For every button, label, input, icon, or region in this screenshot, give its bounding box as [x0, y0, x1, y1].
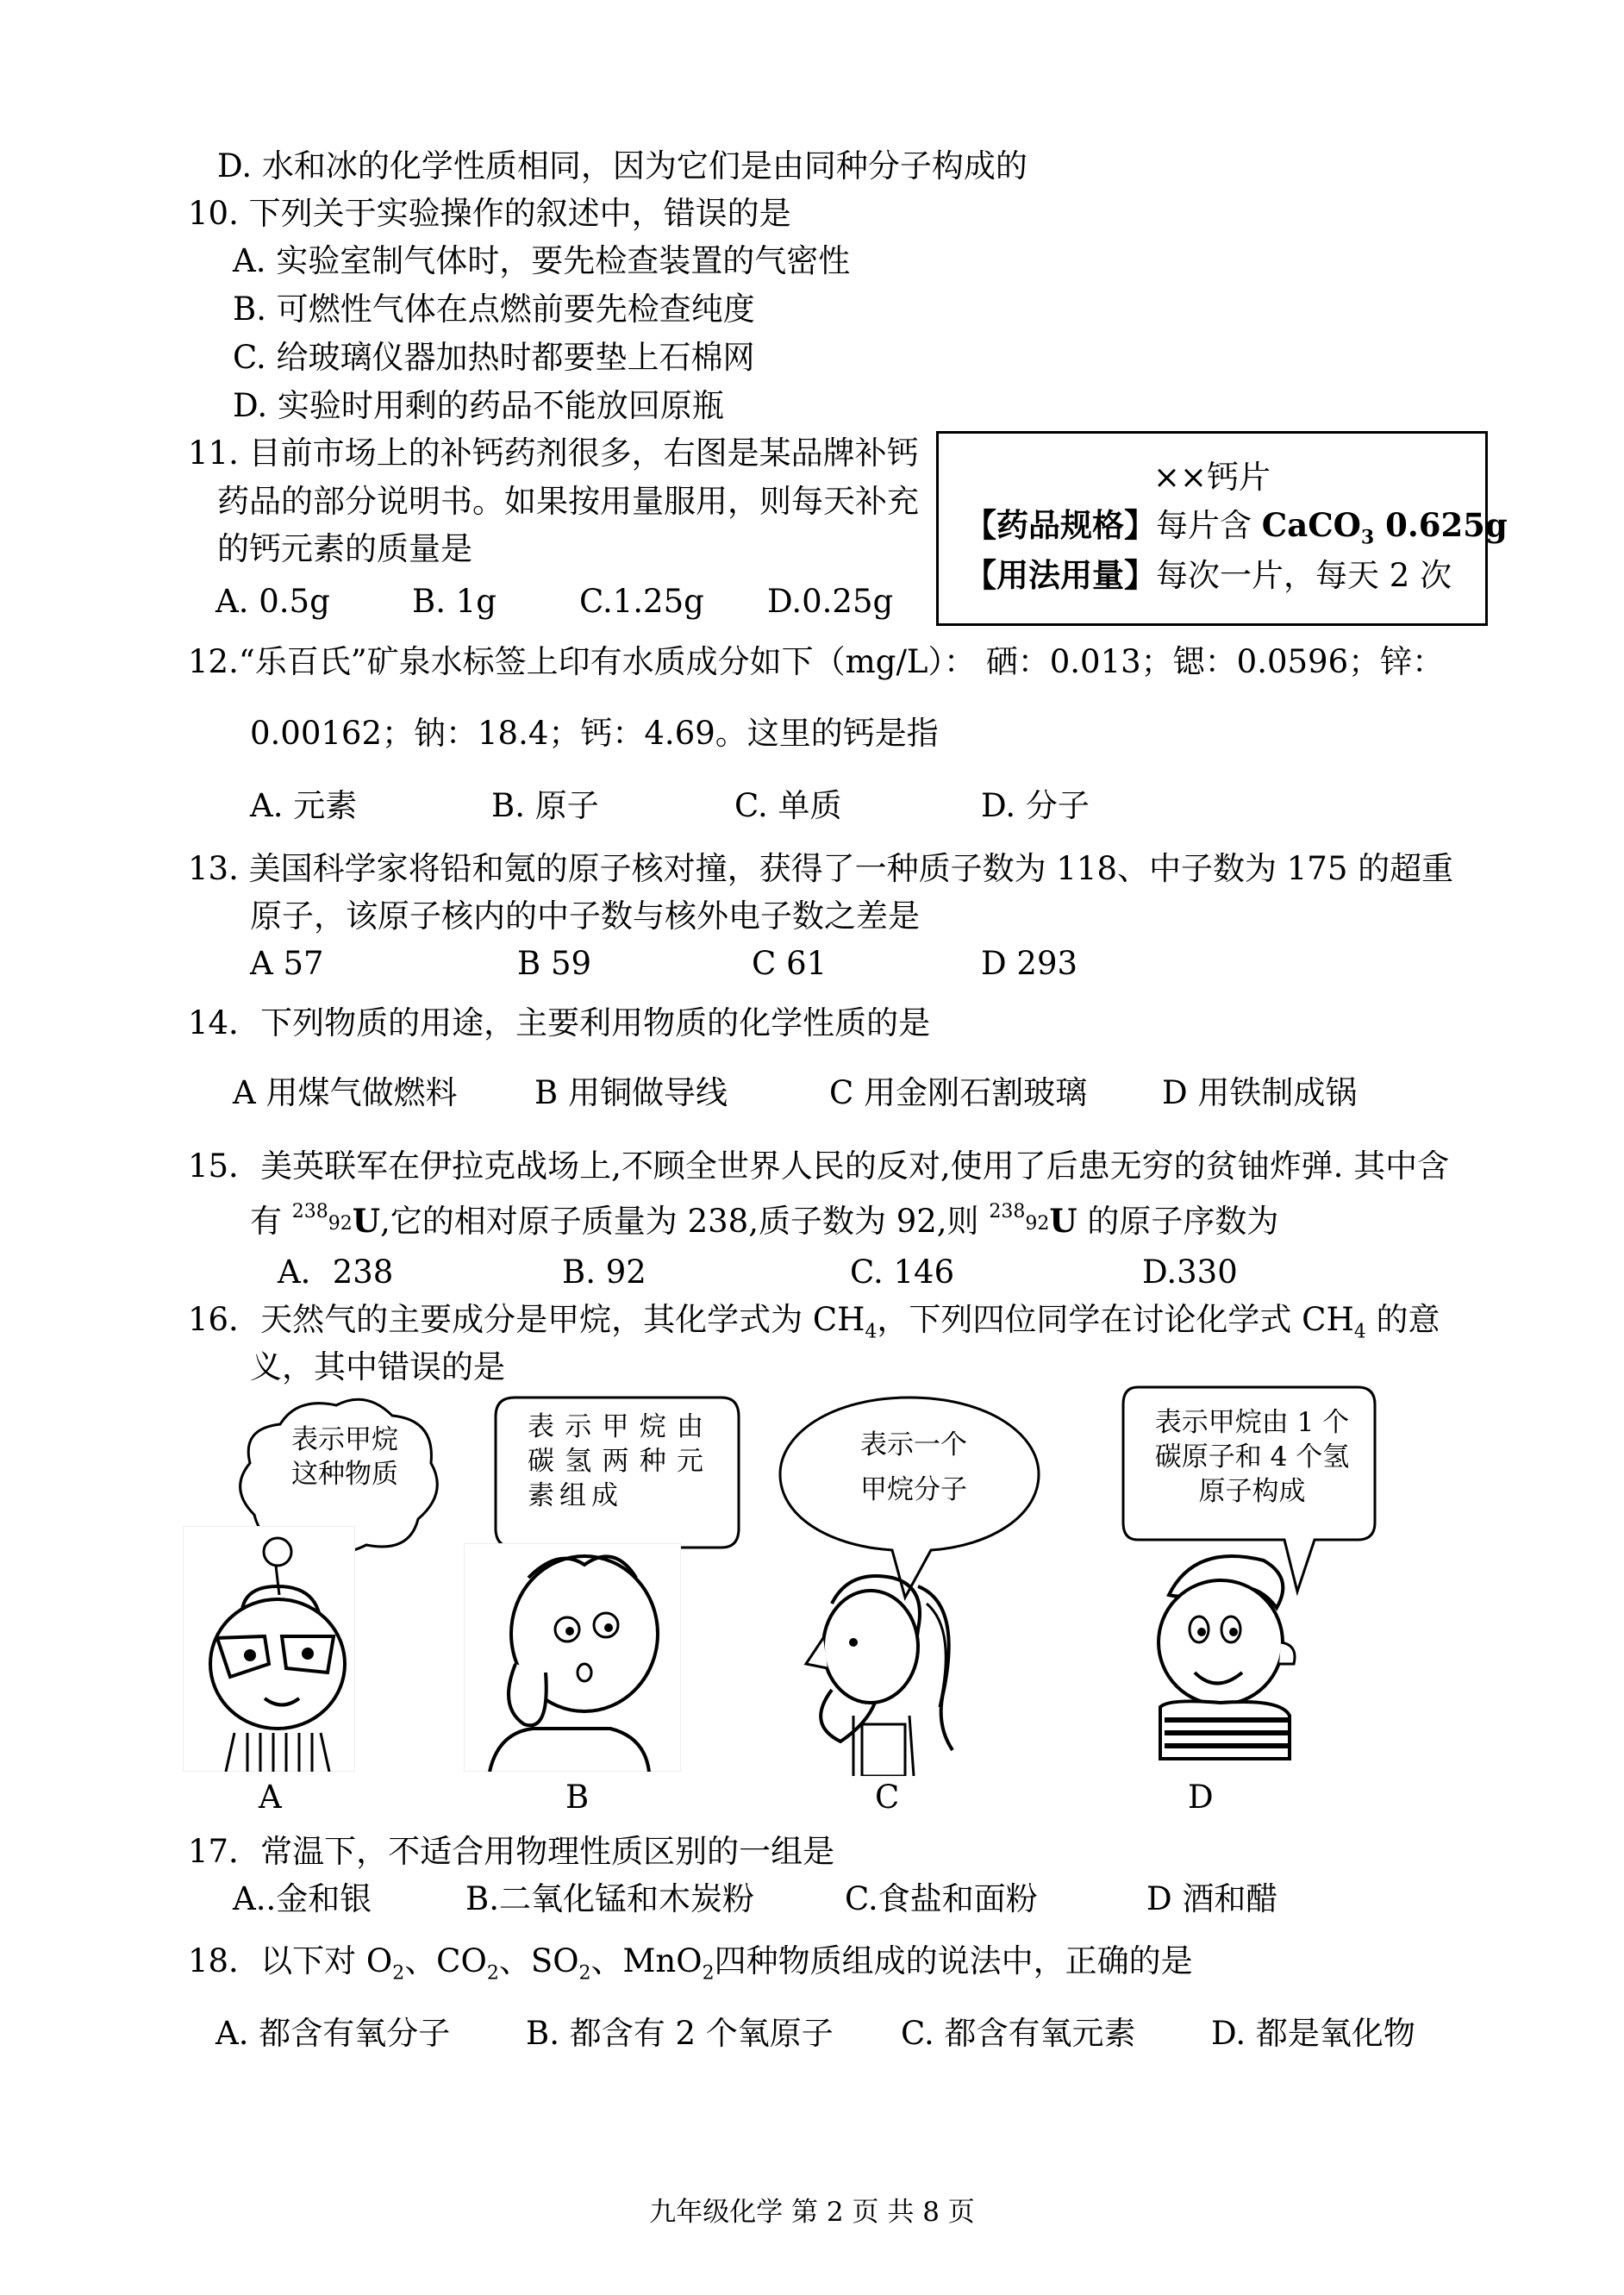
- q14-option-d: D 用铁制成锅: [1162, 1074, 1358, 1111]
- q13-stem-line1: 13. 美国科学家将铅和氪的原子核对撞，获得了一种质子数为 118、中子数为 175 的超重: [188, 850, 1454, 887]
- q18-stem-d: 、MnO: [590, 1942, 703, 1979]
- spec-prefix: 每片含: [1156, 507, 1262, 544]
- cartoon-student-a: [183, 1526, 355, 1772]
- q16-stem-a: 16．天然气的主要成分是甲烷，其化学式为 CH: [188, 1301, 865, 1338]
- cartoon-student-d: [1134, 1543, 1311, 1772]
- cartoon-student-c: [789, 1552, 978, 1776]
- isotope-notation-1: [291, 1201, 353, 1235]
- q12-option-b: B. 原子: [491, 787, 599, 824]
- medicine-label-box: [936, 431, 1508, 626]
- q14-option-a: A 用煤气做燃料: [233, 1074, 458, 1111]
- q18-stem-a: 18．以下对 O: [188, 1942, 393, 1979]
- page-footer: 九年级化学 第 2 页 共 8 页: [649, 2197, 975, 2228]
- q15-line2-c: 的原子序数为: [1077, 1203, 1279, 1240]
- q11-option-b: B. 1g: [412, 583, 497, 620]
- q10-option-a: A. 实验室制气体时，要先检查装置的气密性: [233, 242, 851, 279]
- q18-stem-b: 、CO: [404, 1942, 487, 1979]
- q18-sub-o2: 2: [392, 1962, 405, 1985]
- q18-sub-mno2: 2: [702, 1962, 715, 1985]
- cartoon-label-a: A: [259, 1779, 282, 1816]
- q10-option-d: D. 实验时用剩的药品不能放回原瓶: [233, 387, 724, 424]
- q18-option-b: B. 都含有 2 个氧原子: [526, 2015, 834, 2052]
- cartoon-label-d: D: [1188, 1779, 1214, 1816]
- q18-stem-e: 四种物质组成的说法中，正确的是: [714, 1942, 1193, 1979]
- q17-option-a: A..金和银: [233, 1880, 372, 1917]
- q13-option-b: B 59: [517, 945, 592, 982]
- cartoon-student-b: [464, 1543, 681, 1772]
- q12-stem-line1: 12.“乐百氏”矿泉水标签上印有水质成分如下（mg/L）： 硒：0.013；锶：0.0596；锌：: [188, 643, 1445, 680]
- q11-option-d: D.0.25g: [767, 583, 894, 620]
- q16-stem-b: ，下列四位同学在讨论化学式 CH: [877, 1301, 1354, 1338]
- q10-option-c: C. 给玻璃仪器加热时都要垫上石棉网: [233, 339, 755, 376]
- q18-option-a: A. 都含有氧分子: [215, 2015, 451, 2052]
- isotope-notation-2: [989, 1201, 1050, 1235]
- bubble-b-text: 表示甲烷由碳氢两种元素组成: [528, 1411, 709, 1511]
- medicine-label-title: ××钙片: [1152, 459, 1271, 496]
- q18-option-d: D. 都是氧化物: [1211, 2015, 1415, 2052]
- q15-option-b: B. 92: [562, 1254, 646, 1291]
- bubble-d-text: 表示甲烷由 1 个碳原子和 4 个氢原子构成: [1154, 1407, 1350, 1507]
- q18-stem: [188, 1942, 1193, 1993]
- q15-option-c: C. 146: [850, 1254, 955, 1291]
- q18-option-c: C. 都含有氧元素: [901, 2015, 1136, 2052]
- medicine-label-spec: [965, 499, 1508, 548]
- q15-line2-a: 有: [250, 1203, 292, 1240]
- q16-sub-1: 4: [865, 1321, 878, 1343]
- iso-mass-2: 238: [989, 1201, 1026, 1223]
- q17-option-d: D 酒和醋: [1146, 1880, 1278, 1917]
- q11-option-a: A. 0.5g: [215, 583, 330, 620]
- q15-option-a: A．238: [278, 1254, 394, 1291]
- q11-option-c: C.1.25g: [579, 583, 704, 620]
- usage-value: 每次一片，每天 2 次: [1156, 557, 1452, 594]
- q15-stem-line2: [250, 1201, 1278, 1241]
- q13-option-d: D 293: [981, 945, 1078, 982]
- q15-line2-b: ,它的相对原子质量为 238,质子数为 92,则: [380, 1203, 990, 1240]
- q18-sub-co2: 2: [486, 1962, 499, 1985]
- spec-sub: 3: [1360, 526, 1375, 549]
- q16-stem-line1: [188, 1300, 1440, 1352]
- iso-mass: 238: [291, 1201, 328, 1223]
- cartoon-label-c: C: [875, 1779, 900, 1816]
- q17-stem: 17．常温下，不适合用物理性质区别的一组是: [188, 1833, 835, 1870]
- q15-option-d: D.330: [1142, 1254, 1238, 1291]
- q17-option-b: B.二氧化锰和木炭粉: [465, 1880, 754, 1917]
- cartoon-label-b: B: [565, 1779, 590, 1816]
- spec-key: 【药品规格】: [965, 506, 1156, 544]
- q13-stem-line2: 原子，该原子核内的中子数与核外电子数之差是: [250, 897, 920, 935]
- q12-stem-line2: 0.00162；钠：18.4；钙：4.69。这里的钙是指: [250, 715, 939, 752]
- q13-option-a: A 57: [250, 945, 324, 982]
- q11-stem-line3: 的钙元素的质量是: [217, 530, 472, 567]
- spec-amount: 0.625g: [1374, 506, 1508, 544]
- q18-sub-so2: 2: [578, 1962, 591, 1985]
- q13-option-c: C 61: [752, 945, 828, 982]
- bubble-a-text: 表示甲烷这种物质: [291, 1424, 398, 1490]
- q11-stem-line1: 11. 目前市场上的补钙药剂很多，右图是某品牌补钙: [188, 435, 919, 472]
- iso-z-2: 92: [1025, 1213, 1050, 1235]
- q14-option-c: C 用金刚石割玻璃: [829, 1074, 1088, 1111]
- q9-option-d: D. 水和冰的化学性质相同，因为它们是由同种分子构成的: [217, 147, 1027, 184]
- q18-stem-c: 、SO: [498, 1942, 579, 1979]
- q12-option-d: D. 分子: [981, 787, 1090, 824]
- q14-stem: 14．下列物质的用途，主要利用物质的化学性质的是: [188, 1004, 931, 1041]
- bubble-c-text: 表示一个甲烷分子: [860, 1429, 967, 1505]
- q12-option-c: C. 单质: [734, 787, 842, 824]
- q14-option-b: B 用铜做导线: [534, 1074, 728, 1111]
- q17-option-c: C.食盐和面粉: [845, 1880, 1038, 1917]
- q12-option-a: A. 元素: [250, 787, 358, 824]
- iso-z: 92: [328, 1213, 353, 1235]
- q15-stem-line1: 15．美英联军在伊拉克战场上,不顾全世界人民的反对,使用了后患无穷的贫铀炸弹. 其中含: [188, 1148, 1450, 1185]
- q16-stem-line2: 义，其中错误的是: [250, 1348, 505, 1385]
- q16-sub-2: 4: [1353, 1321, 1366, 1343]
- usage-key: 【用法用量】: [965, 556, 1156, 594]
- medicine-label-usage: [965, 549, 1452, 596]
- q10-stem: 10. 下列关于实验操作的叙述中，错误的是: [188, 195, 791, 232]
- iso-symbol-2: U: [1049, 1202, 1077, 1240]
- q16-stem-c: 的意: [1365, 1301, 1440, 1338]
- q11-stem-line2: 药品的部分说明书。如果按用量服用，则每天补充: [217, 483, 919, 520]
- iso-symbol: U: [352, 1202, 381, 1240]
- spec-formula: CaCO: [1261, 506, 1361, 544]
- q10-option-b: B. 可燃性气体在点燃前要先检查纯度: [233, 291, 755, 328]
